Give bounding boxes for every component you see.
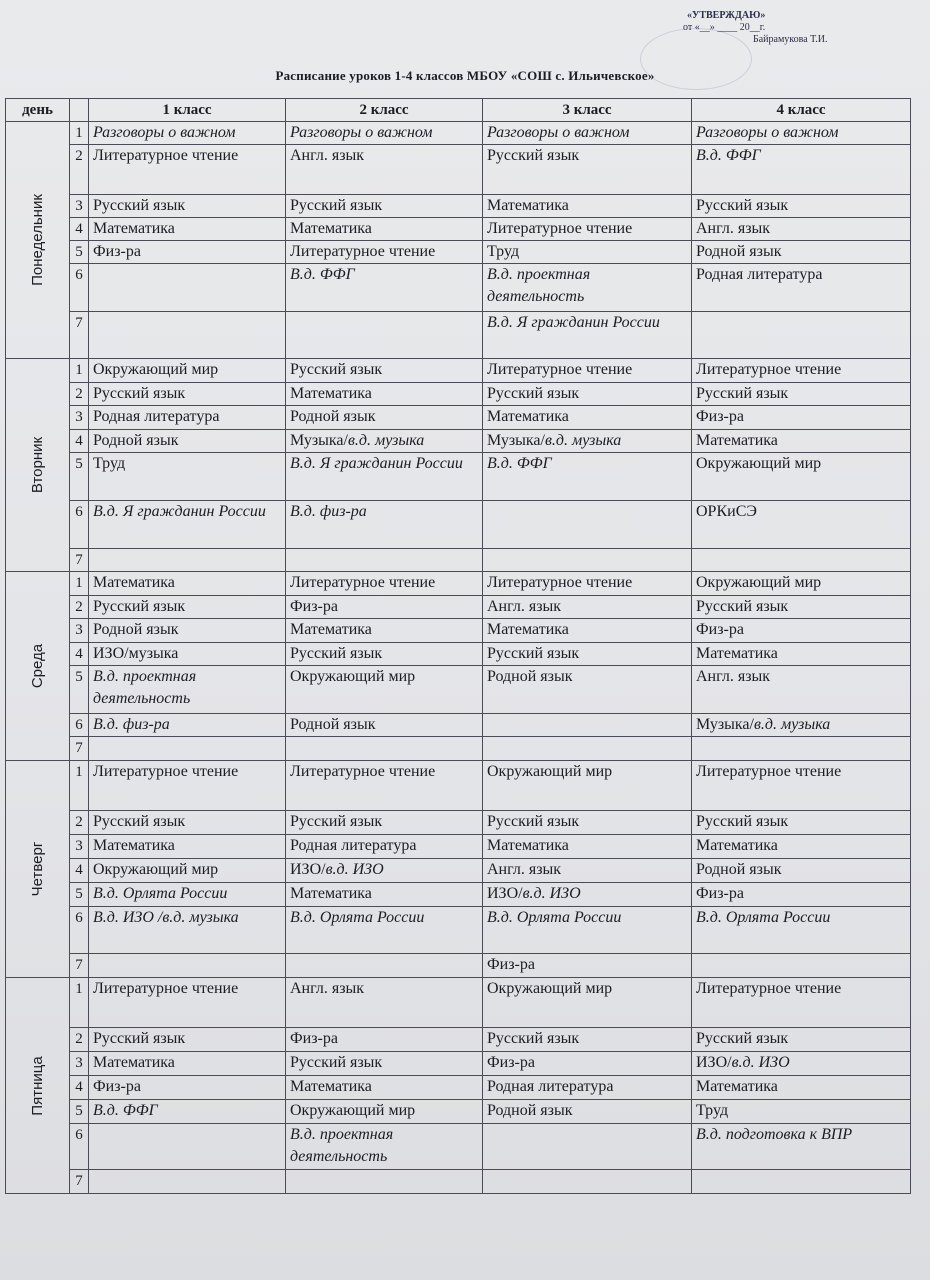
lesson-cell-class-2 [286, 954, 483, 978]
table-row [6, 218, 911, 241]
lesson-cell-class-2: Русский язык [286, 359, 483, 383]
lesson-cell-class-4: Математика [692, 1076, 911, 1100]
lesson-cell-class-2 [286, 312, 483, 359]
lesson-cell-class-4: Труд [692, 1100, 911, 1124]
day-label: Вторник [28, 436, 46, 494]
lesson-cell-class-3: Разговоры о важном [483, 122, 692, 145]
lesson-number: 4 [70, 218, 89, 241]
lesson-number: 2 [70, 383, 89, 406]
lesson-cell-class-4: Окружающий мир [692, 572, 911, 596]
lesson-number: 6 [70, 501, 89, 549]
lesson-cell-class-3 [483, 501, 692, 549]
lesson-extra: в.д. ИЗО [731, 1054, 790, 1071]
lesson-cell-class-1: В.д. ИЗО /в.д. музыка [89, 907, 286, 954]
lesson-cell-class-2: Литературное чтение [286, 761, 483, 811]
lesson-cell-class-3: Родная литература [483, 1076, 692, 1100]
lesson-cell-class-4: Разговоры о важном [692, 122, 911, 145]
table-row [6, 1124, 911, 1170]
lesson-number: 5 [70, 1100, 89, 1124]
lesson-number: 6 [70, 714, 89, 737]
lesson-cell-class-4 [692, 549, 911, 572]
lesson-number: 2 [70, 811, 89, 835]
lesson-cell-class-3: Родной язык [483, 1100, 692, 1124]
header-class-1: 1 класс [89, 99, 286, 122]
lesson-cell-class-1: Труд [89, 453, 286, 501]
approval-date: от «__» ____ 20__г. [683, 22, 766, 33]
table-row [6, 1076, 911, 1100]
table-row [6, 666, 911, 714]
table-row [6, 430, 911, 453]
table-row [6, 737, 911, 761]
lesson-cell-class-1: Физ-ра [89, 1076, 286, 1100]
lesson-cell-class-4: Англ. язык [692, 218, 911, 241]
lesson-cell-class-4: Родная литература [692, 264, 911, 312]
lesson-cell-class-3: Родной язык [483, 666, 692, 714]
lesson-cell-class-1: Русский язык [89, 596, 286, 619]
lesson-cell-class-1: Разговоры о важном [89, 122, 286, 145]
lesson-number: 1 [70, 572, 89, 596]
lesson-main: Музыка/ [696, 716, 754, 733]
page-title: Расписание уроков 1-4 классов МБОУ «СОШ с. Ильичевское» [275, 68, 655, 83]
lesson-cell-class-3: Математика [483, 835, 692, 859]
lesson-cell-class-1: Родной язык [89, 619, 286, 643]
lesson-cell-class-1: В.д. физ-ра [89, 714, 286, 737]
lesson-main: ИЗО/ [290, 861, 326, 878]
day-cell [6, 122, 70, 359]
lesson-cell-class-2: Математика [286, 383, 483, 406]
lesson-cell-class-1: Русский язык [89, 1028, 286, 1052]
lesson-cell-class-2: Русский язык [286, 811, 483, 835]
lesson-cell-class-2: Математика [286, 883, 483, 907]
lesson-cell-class-4: В.д. Орлята России [692, 907, 911, 954]
lesson-cell-class-2: Окружающий мир [286, 666, 483, 714]
lesson-cell-class-2: Математика [286, 619, 483, 643]
header-row [6, 99, 911, 122]
lesson-cell-class-3 [483, 714, 692, 737]
table-row [6, 453, 911, 501]
lesson-cell-class-3: В.д. ФФГ [483, 453, 692, 501]
lesson-cell-class-3: Русский язык [483, 643, 692, 666]
schedule-table [5, 98, 911, 1194]
table-row [6, 195, 911, 218]
lesson-cell-class-1: Литературное чтение [89, 978, 286, 1028]
lesson-number: 7 [70, 549, 89, 572]
lesson-cell-class-2: Русский язык [286, 643, 483, 666]
lesson-cell-class-1: Литературное чтение [89, 145, 286, 195]
lesson-cell-class-3: Англ. язык [483, 596, 692, 619]
lesson-cell-class-3: Англ. язык [483, 859, 692, 883]
lesson-cell-class-1: Литературное чтение [89, 761, 286, 811]
lesson-cell-class-2: В.д. Орлята России [286, 907, 483, 954]
lesson-cell-class-3 [483, 549, 692, 572]
lesson-number: 3 [70, 835, 89, 859]
table-row [6, 596, 911, 619]
lesson-cell-class-2: Математика [286, 218, 483, 241]
lesson-cell-class-1: В.д. Я гражданин России [89, 501, 286, 549]
lesson-cell-class-2: Литературное чтение [286, 241, 483, 264]
table-row [6, 835, 911, 859]
lesson-cell-class-1 [89, 312, 286, 359]
lesson-number: 2 [70, 145, 89, 195]
table-row [6, 978, 911, 1028]
lesson-extra: в.д. музыка [544, 432, 622, 449]
lesson-cell-class-2: В.д. Я гражданин России [286, 453, 483, 501]
lesson-cell-class-2: Физ-ра [286, 596, 483, 619]
lesson-extra: в.д. музыка [753, 716, 831, 733]
lesson-cell-class-1 [89, 549, 286, 572]
day-cell [6, 761, 70, 978]
lesson-cell-class-3: Русский язык [483, 811, 692, 835]
lesson-number: 1 [70, 978, 89, 1028]
day-label: Пятница [28, 1055, 46, 1116]
lesson-main: ИЗО/ [487, 885, 523, 902]
lesson-cell-class-2: Физ-ра [286, 1028, 483, 1052]
lesson-main: ИЗО/ [696, 1054, 732, 1071]
lesson-number: 7 [70, 1170, 89, 1194]
lesson-number: 1 [70, 122, 89, 145]
lesson-cell-class-2: В.д. проектная деятельность [286, 1124, 483, 1170]
table-row [6, 643, 911, 666]
lesson-number: 7 [70, 737, 89, 761]
lesson-number: 1 [70, 359, 89, 383]
table-row [6, 406, 911, 430]
lesson-cell-class-4: Физ-ра [692, 883, 911, 907]
header-class-3: 3 класс [483, 99, 692, 122]
lesson-cell-class-1: В.д. проектная деятельность [89, 666, 286, 714]
day-label: Среда [28, 643, 46, 689]
lesson-cell-class-4: В.д. подготовка к ВПР [692, 1124, 911, 1170]
lesson-number: 4 [70, 643, 89, 666]
lesson-cell-class-1 [89, 1124, 286, 1170]
table-row [6, 264, 911, 312]
lesson-cell-class-1: Русский язык [89, 383, 286, 406]
lesson-cell-class-1: Физ-ра [89, 241, 286, 264]
lesson-cell-class-2 [286, 737, 483, 761]
lesson-cell-class-2: Русский язык [286, 195, 483, 218]
day-label: Четверг [28, 841, 46, 897]
lesson-extra: в.д. музыка [347, 432, 425, 449]
lesson-cell-class-2: Англ. язык [286, 978, 483, 1028]
lesson-number: 3 [70, 195, 89, 218]
day-label: Понедельник [28, 194, 46, 286]
lesson-number: 5 [70, 241, 89, 264]
lesson-cell-class-4: Русский язык [692, 1028, 911, 1052]
lesson-cell-class-1: Русский язык [89, 195, 286, 218]
lesson-number: 3 [70, 619, 89, 643]
table-row [6, 145, 911, 195]
schedule-body [6, 122, 911, 1194]
lesson-cell-class-2: Разговоры о важном [286, 122, 483, 145]
lesson-extra: в.д. ИЗО [325, 861, 384, 878]
day-cell [6, 359, 70, 572]
lesson-cell-class-4 [692, 312, 911, 359]
lesson-cell-class-2: Родной язык [286, 406, 483, 430]
table-row [6, 619, 911, 643]
lesson-cell-class-4: Литературное чтение [692, 359, 911, 383]
lesson-number: 3 [70, 406, 89, 430]
table-row [6, 122, 911, 145]
table-row [6, 811, 911, 835]
lesson-cell-class-4: Математика [692, 430, 911, 453]
lesson-cell-class-3: Окружающий мир [483, 978, 692, 1028]
lesson-cell-class-4: ОРКиСЭ [692, 501, 911, 549]
lesson-cell-class-3: Литературное чтение [483, 572, 692, 596]
table-row [6, 1100, 911, 1124]
lesson-cell-class-4 [692, 1052, 911, 1076]
lesson-main: Музыка/ [487, 432, 545, 449]
table-row [6, 1052, 911, 1076]
lesson-cell-class-1: Родная литература [89, 406, 286, 430]
approval-block [683, 10, 923, 46]
lesson-cell-class-4 [692, 737, 911, 761]
lesson-cell-class-2: Математика [286, 1076, 483, 1100]
lesson-cell-class-2 [286, 549, 483, 572]
lesson-cell-class-3: Физ-ра [483, 954, 692, 978]
lesson-cell-class-4: Физ-ра [692, 406, 911, 430]
table-row [6, 1028, 911, 1052]
lesson-cell-class-3: Русский язык [483, 383, 692, 406]
lesson-cell-class-1: В.д. Орлята России [89, 883, 286, 907]
lesson-cell-class-4: Литературное чтение [692, 761, 911, 811]
lesson-number: 6 [70, 1124, 89, 1170]
lesson-cell-class-4: Математика [692, 835, 911, 859]
lesson-cell-class-3: В.д. Я гражданин России [483, 312, 692, 359]
lesson-cell-class-1 [89, 737, 286, 761]
table-row [6, 572, 911, 596]
table-row [6, 714, 911, 737]
lesson-cell-class-1: Математика [89, 1052, 286, 1076]
lesson-cell-class-1: ИЗО/музыка [89, 643, 286, 666]
lesson-cell-class-4: Англ. язык [692, 666, 911, 714]
lesson-cell-class-2 [286, 430, 483, 453]
lesson-cell-class-2 [286, 859, 483, 883]
lesson-cell-class-3: Литературное чтение [483, 359, 692, 383]
lesson-number: 5 [70, 453, 89, 501]
table-row [6, 312, 911, 359]
lesson-extra: в.д. ИЗО [522, 885, 581, 902]
lesson-number: 6 [70, 264, 89, 312]
day-cell [6, 978, 70, 1194]
lesson-cell-class-3: В.д. Орлята России [483, 907, 692, 954]
lesson-cell-class-3: Русский язык [483, 145, 692, 195]
table-row [6, 241, 911, 264]
lesson-number: 5 [70, 883, 89, 907]
lesson-cell-class-1 [89, 954, 286, 978]
lesson-cell-class-2: Окружающий мир [286, 1100, 483, 1124]
lesson-cell-class-1: Математика [89, 835, 286, 859]
header-day: день [6, 99, 70, 122]
lesson-cell-class-4 [692, 1170, 911, 1194]
day-cell [6, 572, 70, 761]
lesson-cell-class-3: Математика [483, 619, 692, 643]
lesson-cell-class-3: Математика [483, 195, 692, 218]
lesson-cell-class-1: Русский язык [89, 811, 286, 835]
lesson-cell-class-3 [483, 737, 692, 761]
lesson-cell-class-4: Математика [692, 643, 911, 666]
lesson-cell-class-4: Русский язык [692, 811, 911, 835]
table-row [6, 761, 911, 811]
approval-signatory: Байрамукова Т.И. [753, 34, 828, 45]
lesson-cell-class-4: Окружающий мир [692, 453, 911, 501]
lesson-cell-class-3: Труд [483, 241, 692, 264]
lesson-main: Музыка/ [290, 432, 348, 449]
lesson-cell-class-3: В.д. проектная деятельность [483, 264, 692, 312]
lesson-cell-class-3: Математика [483, 406, 692, 430]
lesson-number: 4 [70, 859, 89, 883]
lesson-cell-class-2: В.д. ФФГ [286, 264, 483, 312]
lesson-cell-class-4 [692, 714, 911, 737]
table-row [6, 501, 911, 549]
lesson-cell-class-3 [483, 430, 692, 453]
table-row [6, 954, 911, 978]
table-row [6, 383, 911, 406]
lesson-cell-class-4: Физ-ра [692, 619, 911, 643]
table-row [6, 859, 911, 883]
lesson-number: 3 [70, 1052, 89, 1076]
lesson-cell-class-4: Русский язык [692, 383, 911, 406]
lesson-cell-class-4: Литературное чтение [692, 978, 911, 1028]
lesson-cell-class-2: Англ. язык [286, 145, 483, 195]
lesson-cell-class-1: Математика [89, 572, 286, 596]
lesson-cell-class-3: Физ-ра [483, 1052, 692, 1076]
lesson-cell-class-3: Окружающий мир [483, 761, 692, 811]
lesson-cell-class-4: В.д. ФФГ [692, 145, 911, 195]
header-number [70, 99, 89, 122]
table-row [6, 1170, 911, 1194]
lesson-cell-class-4: Родной язык [692, 859, 911, 883]
lesson-cell-class-3 [483, 1124, 692, 1170]
lesson-number: 2 [70, 1028, 89, 1052]
table-row [6, 549, 911, 572]
header-class-2: 2 класс [286, 99, 483, 122]
header-class-4: 4 класс [692, 99, 911, 122]
lesson-cell-class-2: Русский язык [286, 1052, 483, 1076]
lesson-number: 2 [70, 596, 89, 619]
lesson-cell-class-3 [483, 883, 692, 907]
lesson-cell-class-1: Родной язык [89, 430, 286, 453]
lesson-cell-class-2: В.д. физ-ра [286, 501, 483, 549]
lesson-cell-class-1: В.д. ФФГ [89, 1100, 286, 1124]
lesson-cell-class-4: Русский язык [692, 195, 911, 218]
lesson-cell-class-4: Родной язык [692, 241, 911, 264]
lesson-cell-class-2 [286, 1170, 483, 1194]
table-row [6, 907, 911, 954]
lesson-number: 1 [70, 761, 89, 811]
table-row [6, 883, 911, 907]
approval-heading: «УТВЕРЖДАЮ» [687, 10, 766, 21]
lesson-cell-class-1: Окружающий мир [89, 359, 286, 383]
table-row [6, 359, 911, 383]
lesson-number: 4 [70, 1076, 89, 1100]
lesson-cell-class-2: Родной язык [286, 714, 483, 737]
lesson-number: 7 [70, 954, 89, 978]
lesson-cell-class-1: Математика [89, 218, 286, 241]
lesson-cell-class-4 [692, 954, 911, 978]
lesson-cell-class-1: Окружающий мир [89, 859, 286, 883]
lesson-cell-class-3: Литературное чтение [483, 218, 692, 241]
lesson-cell-class-3: Русский язык [483, 1028, 692, 1052]
lesson-number: 5 [70, 666, 89, 714]
lesson-cell-class-1 [89, 1170, 286, 1194]
lesson-cell-class-1 [89, 264, 286, 312]
lesson-cell-class-3 [483, 1170, 692, 1194]
lesson-cell-class-2: Родная литература [286, 835, 483, 859]
lesson-cell-class-2: Литературное чтение [286, 572, 483, 596]
lesson-cell-class-4: Русский язык [692, 596, 911, 619]
lesson-number: 6 [70, 907, 89, 954]
lesson-number: 4 [70, 430, 89, 453]
lesson-number: 7 [70, 312, 89, 359]
